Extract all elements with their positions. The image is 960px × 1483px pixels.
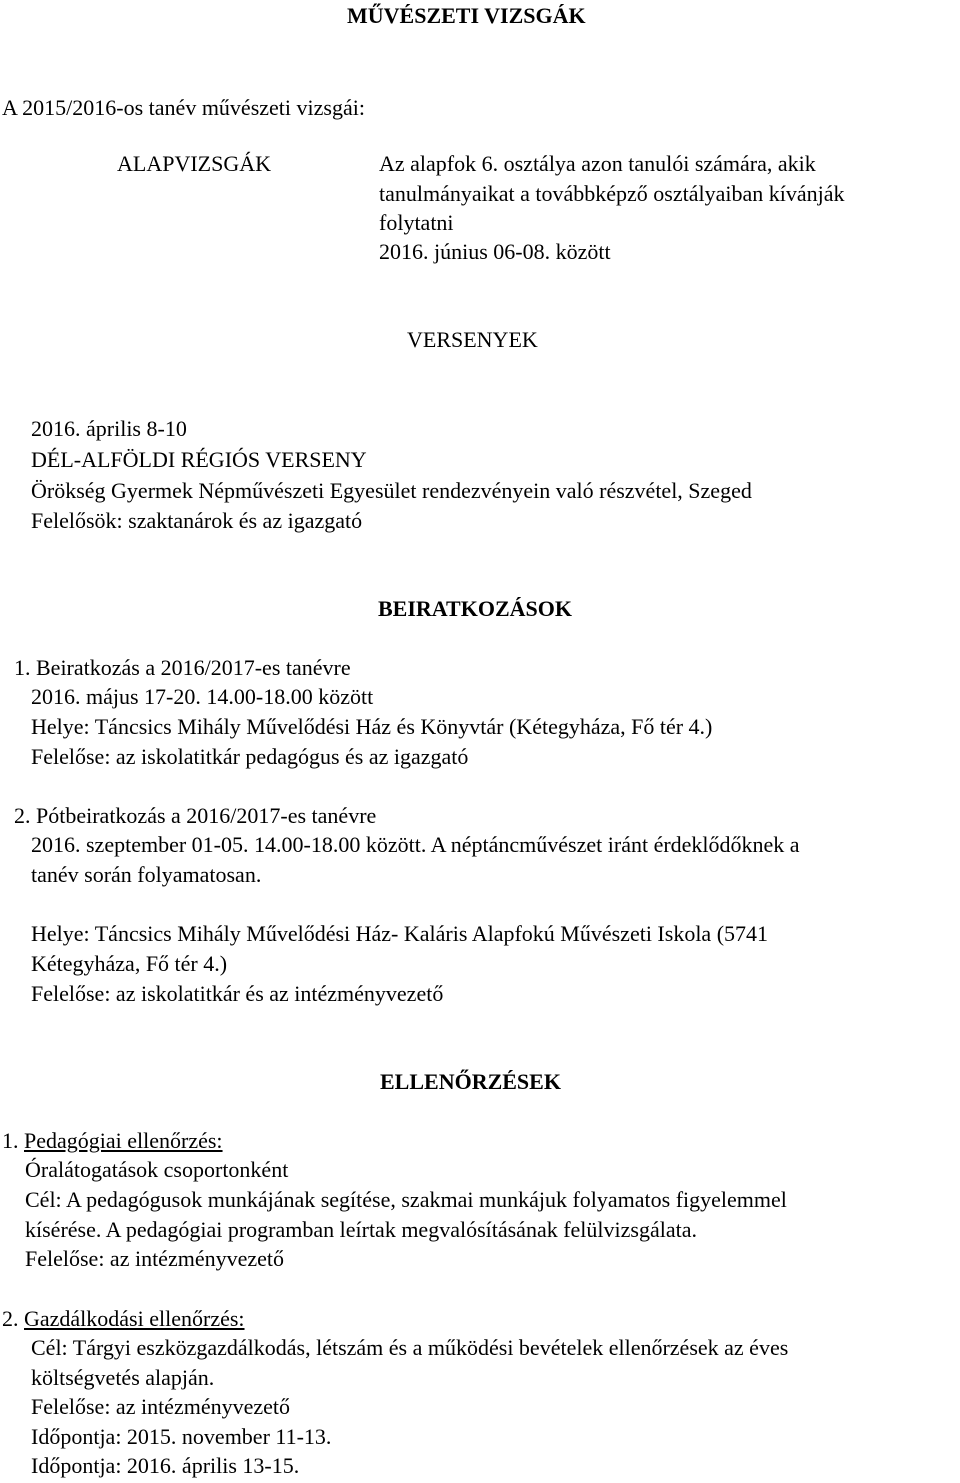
page-title: MŰVÉSZETI VIZSGÁK xyxy=(347,3,586,28)
pedagogiai-line: Óralátogatások csoportonként xyxy=(25,1157,289,1182)
versenyek-line: Örökség Gyermek Népművészeti Egyesület rendezvényein való részvétel, Szeged xyxy=(31,478,752,503)
alapvizsga-line: 2016. június 06-08. között xyxy=(379,239,611,264)
gazdalkodasi-line: Felelőse: az intézményvezető xyxy=(31,1394,290,1419)
potbeiratkozas-title: 2. Pótbeiratkozás a 2016/2017-es tanévre xyxy=(14,803,377,828)
alapvizsga-line: folytatni xyxy=(379,210,454,235)
potbeiratkozas-line: Helye: Táncsics Mihály Művelődési Ház- Kaláris Alapfokú Művészeti Iskola (5741 xyxy=(31,921,769,946)
ellenorzesek-heading: ELLENŐRZÉSEK xyxy=(380,1069,561,1094)
versenyek-line: 2016. április 8-10 xyxy=(31,416,187,441)
gazdalkodasi-line: Időpontja: 2015. november 11-13. xyxy=(31,1424,332,1449)
beiratkozas-line: Helye: Táncsics Mihály Művelődési Ház és Könyvtár (Kétegyháza, Fő tér 4.) xyxy=(31,714,713,739)
alapvizsga-label: ALAPVIZSGÁK xyxy=(117,151,271,176)
intro-text: A 2015/2016-os tanév művészeti vizsgái: xyxy=(2,95,365,120)
pedagogiai-line: Felelőse: az intézményvezető xyxy=(25,1246,284,1271)
gazdalkodasi-line: Időpontja: 2016. április 13-15. xyxy=(31,1453,300,1478)
beiratkozas-line: 2016. május 17-20. 14.00-18.00 között xyxy=(31,684,374,709)
gazdalkodasi-line: Cél: Tárgyi eszközgazdálkodás, létszám és a működési bevételek ellenőrzések az éves xyxy=(31,1335,789,1360)
item-number: 2. xyxy=(2,1306,24,1331)
potbeiratkozas-line: 2016. szeptember 01-05. 14.00-18.00 között. A néptáncművészet iránt érdeklődőknek a xyxy=(31,832,800,857)
alapvizsga-line: Az alapfok 6. osztálya azon tanulói számára, akik xyxy=(379,151,816,176)
versenyek-line: DÉL-ALFÖLDI RÉGIÓS VERSENY xyxy=(31,447,367,472)
beiratkozas-title: 1. Beiratkozás a 2016/2017-es tanévre xyxy=(14,655,351,680)
pedagogiai-ellenorzes-title xyxy=(2,1128,223,1154)
item-title: Gazdálkodási ellenőrzés: xyxy=(24,1306,245,1331)
pedagogiai-line: kísérése. A pedagógiai programban leírtak megvalósításának felülvizsgálata. xyxy=(25,1217,697,1242)
pedagogiai-line: Cél: A pedagógusok munkájának segítése, szakmai munkájuk folyamatos figyelemmel xyxy=(25,1187,787,1212)
potbeiratkozas-line: tanév során folyamatosan. xyxy=(31,862,262,887)
alapvizsga-line: tanulmányaikat a továbbképző osztályaiban kívánják xyxy=(379,181,845,206)
beiratkozas-line: Felelőse: az iskolatitkár pedagógus és az igazgató xyxy=(31,744,469,769)
item-title: Pedagógiai ellenőrzés: xyxy=(24,1128,223,1153)
potbeiratkozas-line: Kétegyháza, Fő tér 4.) xyxy=(31,951,228,976)
gazdalkodasi-ellenorzes-title xyxy=(2,1306,245,1332)
versenyek-line: Felelősök: szaktanárok és az igazgató xyxy=(31,508,363,533)
item-number: 1. xyxy=(2,1128,24,1153)
potbeiratkozas-line: Felelőse: az iskolatitkár és az intézményvezető xyxy=(31,981,444,1006)
gazdalkodasi-line: költségvetés alapján. xyxy=(31,1365,215,1390)
versenyek-heading: VERSENYEK xyxy=(407,327,538,352)
beiratkozasok-heading: BEIRATKOZÁSOK xyxy=(378,596,572,621)
